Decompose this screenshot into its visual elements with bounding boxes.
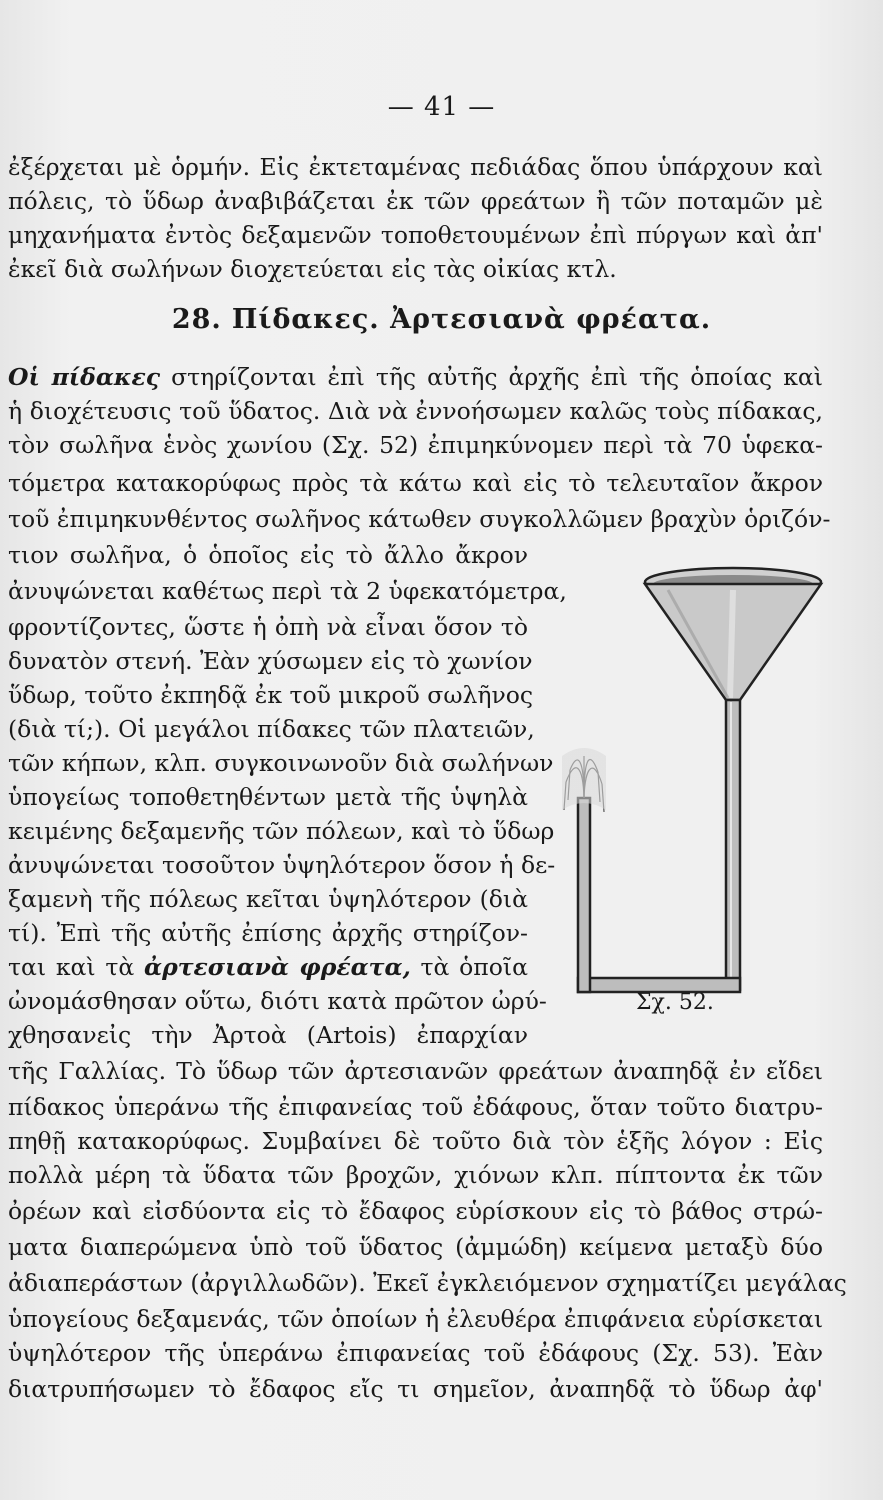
text-line: τοῦ ἐπιμηκυνθέντος σωλῆνος κάτωθεν συγκολλῶμεν βραχὺν ὁριζόν- xyxy=(8,505,831,533)
text-line: διατρυπήσωμεν τὸ ἔδαφος εἴς τι σημεῖον, ἀναπηδᾷ τὸ ὕδωρ ἀφ' xyxy=(8,1375,823,1403)
text-fragment: στηρίζονται ἐπὶ τῆς αὐτῆς ἀρχῆς ἐπὶ τῆς ὁποίας καὶ xyxy=(171,363,823,391)
text-line: τιον σωλῆνα, ὁ ὁποῖος εἰς τὸ ἄλλο ἄκρον xyxy=(8,541,528,569)
text-line: ὑπογείους δεξαμενάς, τῶν ὁποίων ἡ ἐλευθέρα ἐπιφάνεια εὑρίσκεται xyxy=(8,1305,824,1333)
text-fragment: τὰ ὁποῖα xyxy=(420,953,528,981)
section-title: Πίδακες. Ἀρτεσιανὰ φρέατα. xyxy=(231,304,712,335)
section-number: 28. xyxy=(171,304,222,335)
text-line: δυνατὸν στενή. Ἐὰν χύσωμεν εἰς τὸ χωνίον xyxy=(8,647,533,675)
text-line: πολλὰ μέρη τὰ ὕδατα τῶν βροχῶν, χιόνων κλπ. πίπτοντα ἐκ τῶν xyxy=(8,1161,823,1189)
lead-term: Οἱ πίδακες xyxy=(8,363,161,391)
funnel-fountain-figure xyxy=(548,560,828,1030)
text-line: τῆς Γαλλίας. Τὸ ὕδωρ τῶν ἀρτεσιανῶν φρεάτων ἀναπηδᾷ ἐν εἴδει xyxy=(8,1057,823,1085)
text-line: ἐξέρχεται μὲ ὁρμήν. Εἰς ἐκτεταμένας πεδιάδας ὅπου ὑπάρχουν καὶ xyxy=(8,153,823,181)
text-line: ἀνυψώνεται καθέτως περὶ τὰ 2 ὑφεκατόμετρα, xyxy=(8,577,567,605)
text-line: χθησανεἰς τὴν Ἀρτοὰ (Artois) ἐπαρχίαν xyxy=(8,1021,528,1049)
text-line xyxy=(8,360,823,394)
text-line: τί). Ἐπὶ τῆς αὐτῆς ἐπίσης ἀρχῆς στηρίζον- xyxy=(8,919,528,947)
text-line: ἡ διοχέτευσις τοῦ ὕδατος. Διὰ νὰ ἐννοήσωμεν καλῶς τοὺς πίδακας, xyxy=(8,397,823,425)
text-line: τῶν κήπων, κλπ. συγκοινωνοῦν διὰ σωλήνων xyxy=(8,749,554,777)
jet-tube xyxy=(578,798,590,992)
text-line: ὑπογείως τοποθετηθέντων μετὰ τῆς ὑψηλὰ xyxy=(8,783,528,811)
text-line: ὑψηλότερον τῆς ὑπεράνω ἐπιφανείας τοῦ ἐδάφους (Σχ. 53). Ἐὰν xyxy=(8,1339,823,1367)
text-line: ξαμενὴ τῆς πόλεως κεῖται ὑψηλότερον (διὰ xyxy=(8,885,528,913)
text-line: πόλεις, τὸ ὕδωρ ἀναβιβάζεται ἐκ τῶν φρεάτων ἢ τῶν ποταμῶν μὲ xyxy=(8,187,823,215)
water-spray-shade xyxy=(562,748,606,810)
text-line: πηθῇ κατακορύφως. Συμβαίνει δὲ τοῦτο διὰ τὸν ἑξῆς λόγον : Εἰς xyxy=(8,1127,823,1155)
text-line: ὠνομάσθησαν οὕτω, διότι κατὰ πρῶτον ὠρύ- xyxy=(8,987,547,1015)
text-line: τὸν σωλῆνα ἑνὸς χωνίου (Σχ. 52) ἐπιμηκύνομεν περὶ τὰ 70 ὑφεκα- xyxy=(8,431,823,459)
text-line: ἀδιαπεράστων (ἀργιλλωδῶν). Ἐκεῖ ἐγκλειόμενον σχηματίζει μεγάλας xyxy=(8,1269,847,1297)
section-heading xyxy=(0,304,883,335)
text-fragment: ται καὶ τὰ xyxy=(8,953,135,981)
funnel-highlight xyxy=(730,590,733,698)
long-tube xyxy=(726,700,740,990)
text-line: ματα διαπερώμενα ὑπὸ τοῦ ὕδατος (ἀμμώδη) κείμενα μεταξὺ δύο xyxy=(8,1233,823,1261)
text-line xyxy=(8,950,528,984)
text-line: ἀνυψώνεται τοσοῦτον ὑψηλότερον ὅσον ἡ δε- xyxy=(8,851,556,879)
text-line: φροντίζοντες, ὥστε ἡ ὀπὴ νὰ εἶναι ὅσον τὸ xyxy=(8,613,528,641)
text-line: (διὰ τί;). Οἱ μεγάλοι πίδακες τῶν πλατειῶν, xyxy=(8,715,535,743)
text-line: ἐκεῖ διὰ σωλήνων διοχετεύεται εἰς τὰς οἰκίας κτλ. xyxy=(8,255,617,283)
page-number: — 41 — xyxy=(387,92,496,122)
text-line: ὀρέων καὶ εἰσδύοντα εἰς τὸ ἔδαφος εὑρίσκουν εἰς τὸ βάθος στρώ- xyxy=(8,1197,823,1225)
text-line: ὕδωρ, τοῦτο ἐκπηδᾷ ἐκ τοῦ μικροῦ σωλῆνος xyxy=(8,681,534,709)
artesian-term: ἀρτεσιανὰ φρέατα, xyxy=(143,953,411,981)
figure-caption: Σχ. 52. xyxy=(636,990,714,1015)
text-line: πίδακος ὑπεράνω τῆς ἐπιφανείας τοῦ ἐδάφους, ὅταν τοῦτο διατρυ- xyxy=(8,1093,823,1121)
text-line: κειμένης δεξαμενῆς τῶν πόλεων, καὶ τὸ ὕδωρ xyxy=(8,817,555,845)
text-line: τόμετρα κατακορύφως πρὸς τὰ κάτω καὶ εἰς τὸ τελευταῖον ἄκρον xyxy=(8,469,823,497)
text-line: μηχανήματα ἐντὸς δεξαμενῶν τοποθετουμένων ἐπὶ πύργων καὶ ἀπ' xyxy=(8,221,823,249)
